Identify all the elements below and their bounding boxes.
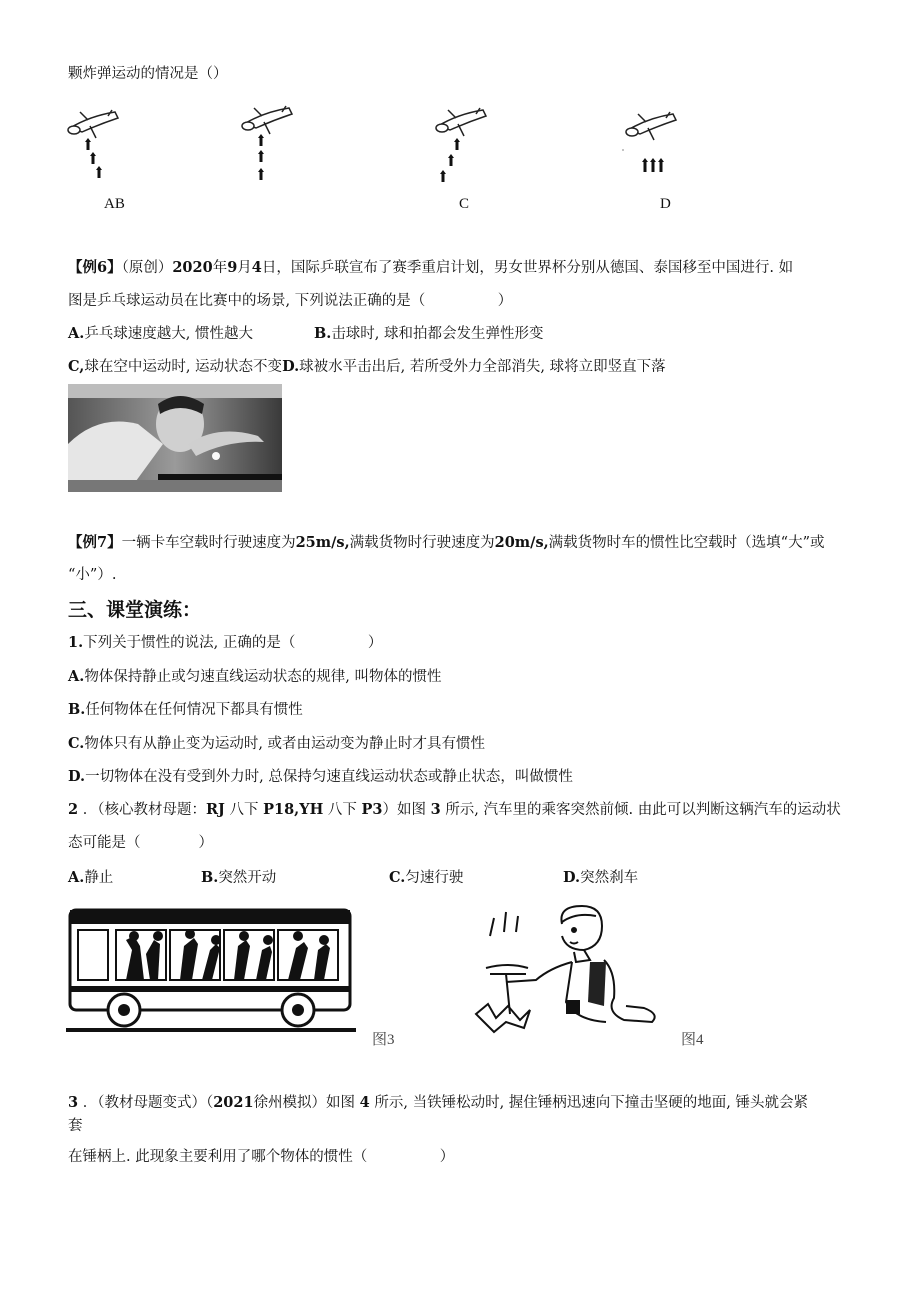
q1-option-d: D.一切物体在没有受到外力时, 总保持匀速直线运动状态或静止状态，叫做惯性 bbox=[68, 768, 573, 785]
figure4-label: 图4 bbox=[681, 1032, 704, 1048]
label-d: D bbox=[660, 196, 671, 212]
q2-option-c: C.匀速行驶 bbox=[389, 869, 464, 886]
q1-option-b: B.任何物体在任何情况下都具有惯性 bbox=[68, 701, 303, 718]
q1-option-c: C.物体只有从静止变为运动时, 或者由运动变为静止时才具有惯性 bbox=[68, 735, 486, 752]
example6-line1: 【例6】（原创）2020年9月4日，国际乒联宣布了赛季重启计划，男女世界杯分别从德国、泰国移至中国进行. 如 bbox=[68, 259, 794, 276]
example6-option-b: B.击球时, 球和拍都会发生弹性形变 bbox=[314, 325, 544, 342]
q1-stem: 1.下列关于惯性的说法, 正确的是（ ） bbox=[68, 634, 383, 651]
example6-option-c-d: C,球在空中运动时, 运动状态不变D.球被水平击出后, 若所受外力全部消失, 球将立即竖直下落 bbox=[68, 358, 666, 375]
example7-line2: “小”）. bbox=[68, 567, 117, 583]
table-tennis-photo bbox=[68, 384, 282, 492]
hammer-boy-figure bbox=[466, 902, 678, 1042]
bus-figure bbox=[66, 906, 356, 1040]
label-ab: AB bbox=[104, 196, 125, 212]
bomb-figure-c bbox=[428, 106, 498, 192]
q3-stem-line3: 在锤柄上. 此现象主要利用了哪个物体的惯性（ ） bbox=[68, 1149, 455, 1165]
example6-option-a: A.乒乓球速度越大, 惯性越大 bbox=[68, 325, 254, 342]
section-heading: 三、课堂演练： bbox=[68, 599, 202, 621]
q2-option-a: A.静止 bbox=[68, 869, 114, 886]
example7-line1: 【例7】一辆卡车空载时行驶速度为25m∕s,满载货物时行驶速度为20m∕s,满载货物时车的惯性比空载时（选填“大”或 bbox=[68, 534, 825, 551]
q2-option-b: B.突然开动 bbox=[201, 869, 277, 886]
bomb-figure-a bbox=[60, 108, 130, 192]
q1-option-a: A.物体保持静止或匀速直线运动状态的规律, 叫物体的惯性 bbox=[68, 668, 442, 685]
q2-stem-line2: 态可能是（ ） bbox=[68, 835, 213, 851]
bomb-figure-b bbox=[234, 104, 304, 192]
bomb-figure-d bbox=[618, 110, 688, 190]
q2-option-d: D.突然刹车 bbox=[563, 869, 639, 886]
q2-stem-line1: 2 ．（核心教材母题：RJ 八下 P18,YH 八下 P3）如图 3 所示, 汽车里的乘客突然前倾. 由此可以判断这辆汽车的运动状 bbox=[68, 801, 841, 818]
example6-line2: 图是乒乓球运动员在比赛中的场景, 下列说法正确的是（ ） bbox=[68, 293, 513, 309]
label-c: C bbox=[459, 196, 470, 212]
q3-stem-line1: 3 ．（教材母题变式）（2021徐州模拟）如图 4 所示, 当铁锤松动时, 握住锤柄迅速向下撞击坚硬的地面, 锤头就会紧 bbox=[68, 1094, 809, 1111]
q3-stem-line2: 套 bbox=[68, 1118, 83, 1134]
intro-line: 颗炸弹运动的情况是（） bbox=[68, 66, 228, 82]
figure3-label: 图3 bbox=[372, 1032, 395, 1048]
